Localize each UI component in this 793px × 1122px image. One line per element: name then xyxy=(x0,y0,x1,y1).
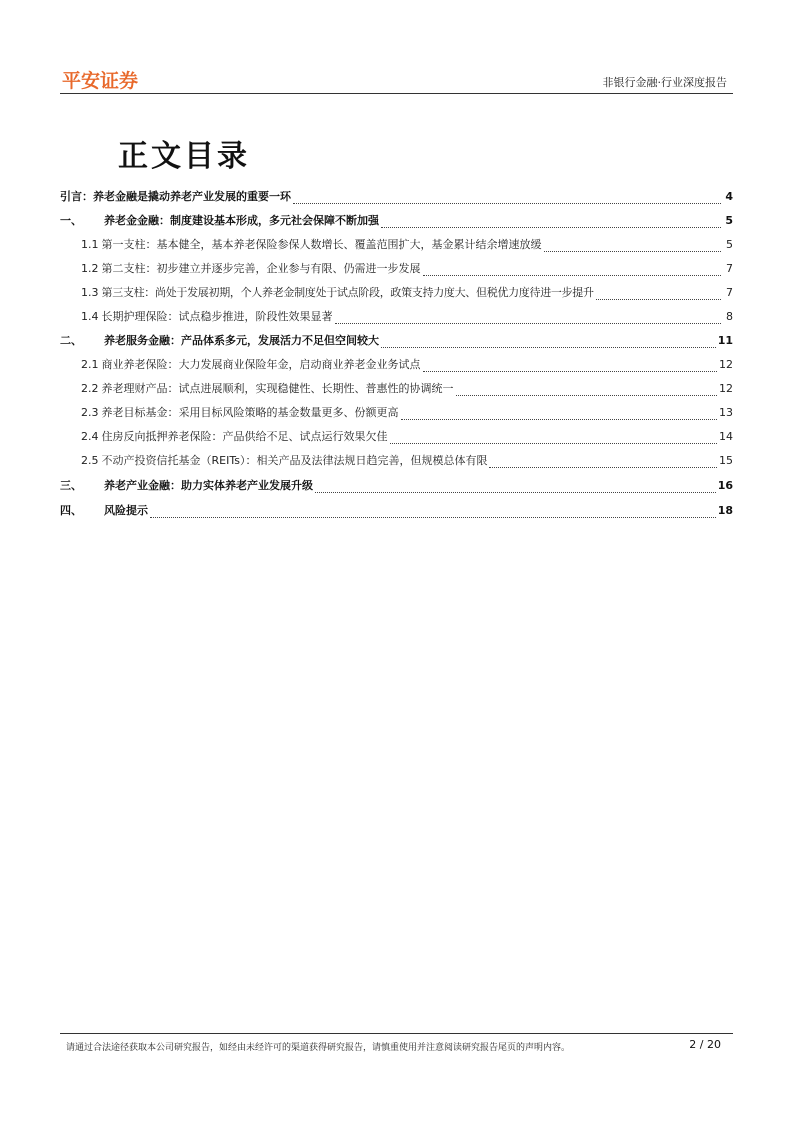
toc-entry-title: 养老目标基金：采用目标风险策略的基金数量更多、份额更高 xyxy=(101,406,399,419)
page-number: 2 / 20 xyxy=(689,1038,721,1051)
toc-entry-page: 13 xyxy=(719,406,733,419)
toc-entry-title: 风险提示 xyxy=(104,504,148,517)
toc-entry-number: 引言： xyxy=(60,190,93,203)
toc-entry-page: 4 xyxy=(725,190,733,203)
toc-entry-number: 2.1 xyxy=(81,358,99,371)
toc-entry-page: 7 xyxy=(726,262,733,275)
toc-entry[interactable] xyxy=(60,284,733,300)
toc-entry-title: 养老产业金融：助力实体养老产业发展升级 xyxy=(104,479,313,492)
toc-entry[interactable] xyxy=(60,502,733,518)
toc-entry-title: 养老服务金融：产品体系多元，发展活力不足但空间较大 xyxy=(104,334,379,347)
toc-leader-dots xyxy=(381,216,721,228)
toc-leader-dots xyxy=(544,240,722,252)
toc-entry-page: 5 xyxy=(725,214,733,227)
toc-entry-number: 三、 xyxy=(60,479,82,492)
toc-entry[interactable] xyxy=(60,404,733,420)
toc-entry-page: 8 xyxy=(726,310,733,323)
toc-entry[interactable] xyxy=(60,428,733,444)
toc-entry-number: 1.4 xyxy=(81,310,99,323)
footer-disclaimer: 请通过合法途径获取本公司研究报告，如经由未经许可的渠道获得研究报告，请慎重使用并注意阅读研究报告尾页的声明内容。 xyxy=(66,1043,571,1053)
toc-entry-number: 四、 xyxy=(60,504,82,517)
toc-leader-dots xyxy=(401,408,718,420)
toc-leader-dots xyxy=(423,360,718,372)
toc-entry[interactable] xyxy=(60,212,733,228)
toc-leader-dots xyxy=(423,264,722,276)
toc-entry-page: 12 xyxy=(719,382,733,395)
footer-divider xyxy=(60,1033,733,1034)
brand-logo: 平安证券 xyxy=(62,70,139,92)
toc-entry-number: 1.1 xyxy=(81,238,99,251)
toc-entry-title: 第三支柱：尚处于发展初期，个人养老金制度处于试点阶段，政策支持力度大、但税优力度待进一步提升 xyxy=(101,286,594,299)
toc-leader-dots xyxy=(456,384,718,396)
toc-entry-title: 住房反向抵押养老保险：产品供给不足、试点运行效果欠佳 xyxy=(101,430,388,443)
toc-leader-dots xyxy=(596,288,721,300)
toc-entry-page: 12 xyxy=(719,358,733,371)
toc-entry-number: 1.3 xyxy=(81,286,99,299)
toc-entry[interactable] xyxy=(60,332,733,348)
header-divider xyxy=(60,93,733,94)
toc-entry[interactable] xyxy=(60,188,733,204)
toc-entry-number: 二、 xyxy=(60,334,82,347)
toc-entry[interactable] xyxy=(60,260,733,276)
toc-leader-dots xyxy=(489,456,717,468)
toc-entry[interactable] xyxy=(60,236,733,252)
toc-entry-number: 2.2 xyxy=(81,382,99,395)
toc-entry[interactable] xyxy=(60,452,733,468)
toc-entry-title: 养老理财产品：试点进展顺利，实现稳健性、长期性、普惠性的协调统一 xyxy=(101,382,454,395)
toc-entry-page: 11 xyxy=(717,334,733,347)
toc-entry-title: 商业养老保险：大力发展商业保险年金，启动商业养老金业务试点 xyxy=(101,358,421,371)
toc-leader-dots xyxy=(293,192,721,204)
toc-leader-dots xyxy=(390,432,718,444)
toc-title: 正文目录 xyxy=(118,139,250,174)
toc-entry-page: 16 xyxy=(717,479,733,492)
toc-entry[interactable] xyxy=(60,477,733,493)
toc-entry-title: 不动产投资信托基金（REITs）：相关产品及法律法规日趋完善，但规模总体有限 xyxy=(101,454,488,467)
toc-entry[interactable] xyxy=(60,308,733,324)
toc-entry-page: 18 xyxy=(717,504,733,517)
toc-entry-number: 2.3 xyxy=(81,406,99,419)
toc-entry-title: 第一支柱：基本健全，基本养老保险参保人数增长、覆盖范围扩大，基金累计结余增速放缓 xyxy=(101,238,542,251)
toc-entry-number: 2.4 xyxy=(81,430,99,443)
toc-entry-page: 7 xyxy=(726,286,733,299)
toc-entry-title: 第二支柱：初步建立并逐步完善，企业参与有限、仍需进一步发展 xyxy=(101,262,421,275)
toc-leader-dots xyxy=(150,506,716,518)
toc-entry-page: 5 xyxy=(726,238,733,251)
toc-leader-dots xyxy=(315,481,716,493)
toc-entry-number: 2.5 xyxy=(81,454,99,467)
report-category: 非银行金融·行业深度报告 xyxy=(602,76,727,89)
toc-leader-dots xyxy=(381,336,716,348)
toc-entry[interactable] xyxy=(60,356,733,372)
toc-entry-number: 一、 xyxy=(60,214,82,227)
toc-entry[interactable] xyxy=(60,380,733,396)
toc-entry-page: 14 xyxy=(719,430,733,443)
toc-entry-title: 长期护理保险：试点稳步推进，阶段性效果显著 xyxy=(101,310,333,323)
toc-entry-number: 1.2 xyxy=(81,262,99,275)
toc-entry-title: 养老金金融：制度建设基本形成，多元社会保障不断加强 xyxy=(104,214,379,227)
toc-leader-dots xyxy=(335,312,722,324)
toc-entry-title: 养老金融是撬动养老产业发展的重要一环 xyxy=(93,190,291,203)
toc-entry-page: 15 xyxy=(719,454,733,467)
